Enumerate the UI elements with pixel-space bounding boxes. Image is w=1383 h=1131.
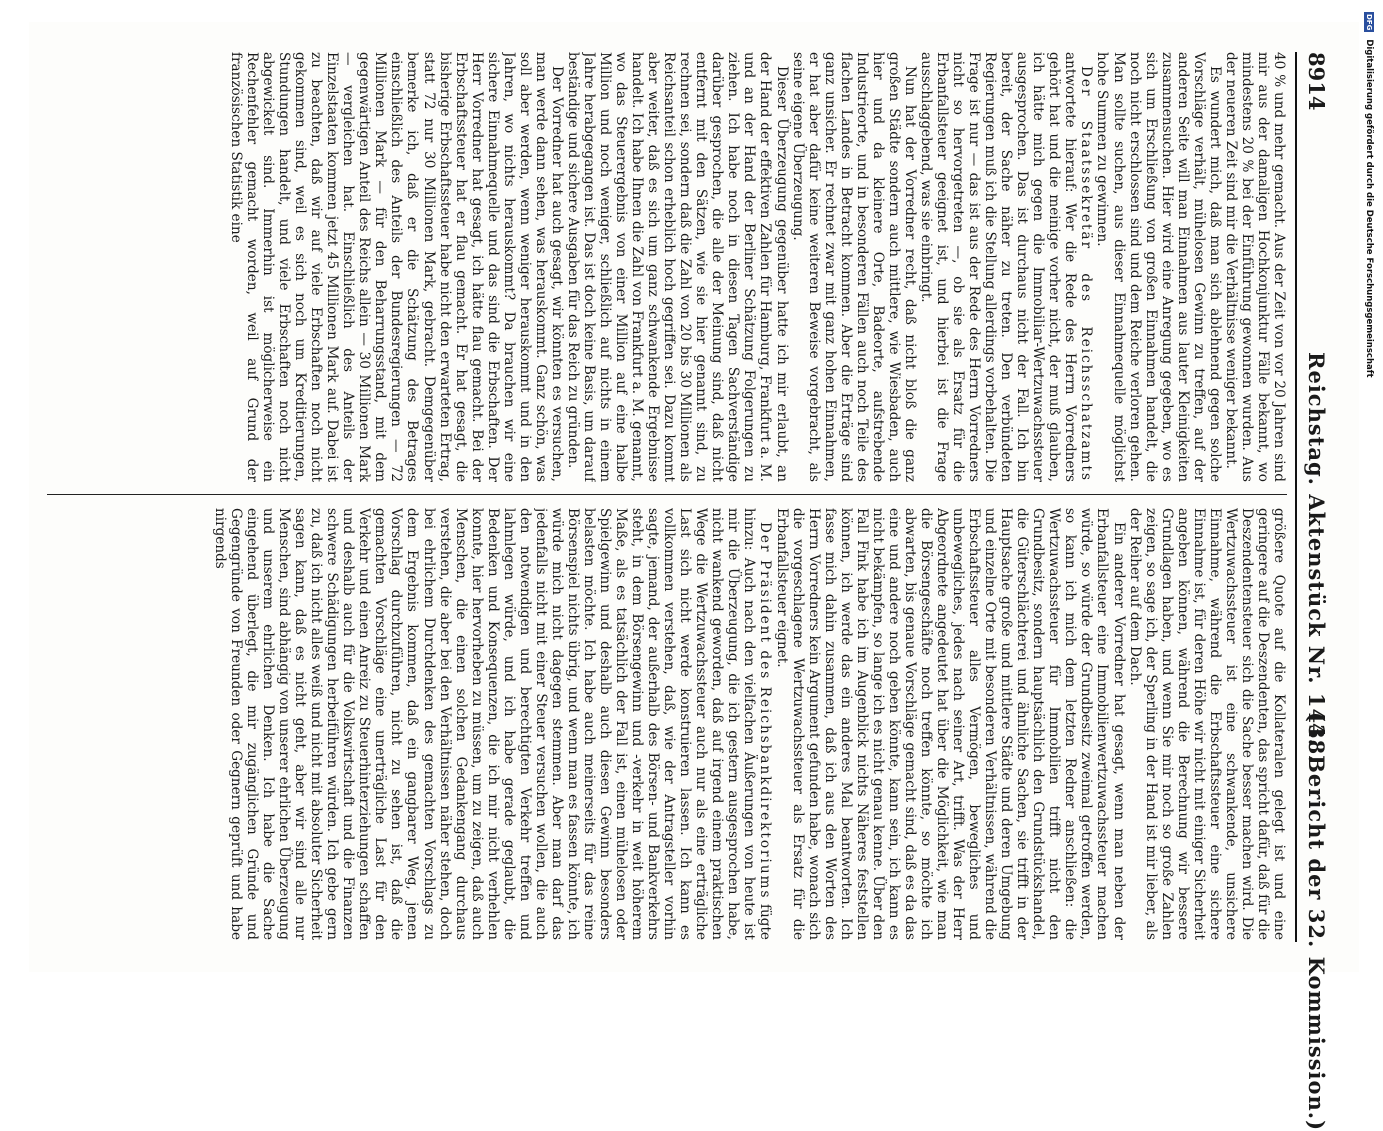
paragraph-text: Nun hat der Vorredner recht, daß nicht bloß die ganz großen Städte sondern auch mittlere, wie Wiesbaden, auch hier und da kleinere Orte, Badeorte, aufstrebende Industrieorte, und in besonderen Fällen auch noch Teile des flachen Landes in Betracht kommen. Aber die Erträge sind ganz unsicher. Er rechnet zwar mit ganz hohen Einnahmen, er hat aber dafür keine weiteren Beweise vorgebracht, als seine eigene Überzeugung. (789, 52, 918, 482)
page-number: 8914 (1304, 52, 1329, 111)
digitization-credit-text: Digitalisierung gefördert durch die Deutsche Forschungsgemeinschaft (1364, 39, 1374, 378)
speaker-name: Der Präsident des Reichsbankdirektoriums (757, 522, 774, 900)
paragraph-text: fügte hinzu: Auch nach den vielfachen Äußerungen von heute ist mir die Überzeugung, die ich gestern ausgesprochen habe, nicht wankend geworden, daß auf irgend einem praktischen Wege die Wertzuwachssteuer auch nur als eine erträgliche Last sich nicht werde konstruieren lassen. Ich kann es vollkommen verstehen, daß, wie der Antragsteller vorhin sagte, jemand, der außerhalb des Börsen- und Bankverkehrs steht, in dem Börsengewinn und -verkehr in weit höherem Maße, als es tatsächlich der Fall ist, einen mühelosen oder Spielgewinn und deshalb auch diesen Gewinn besonders belasten möchte. Ich habe auch meinerseits für das reine Börsenspiel nichts übrig, und wenn man es fassen könnte, ich würde mich nicht dagegen stemmen. Aber man darf das jedenfalls nicht mit einer Steuer versuchen wollen, die auch den notwendigen und berechtigten Verkehr treffen und lahmlegen würde, und ich habe gerade geglaubt, die Bedenken und Konsequenzen, die ich mir nicht verhehlen konnte, hier hervorheben zu müssen, um zu zeigen, daß auch Menschen, die einen solchen Gedankengang durchaus verstehen, die aber bei den Verhältnissen näher stehen, doch bei ehrlichem Durchdenken des gemachten Vorschlags zu dem Ergebnis kommen, daß ein gangbarer Weg, jenen Vorschlag durchzuführen, nicht zu sehen ist, daß die gemachten Vorschläge eine unerträgliche Last für den Verkehr und einen Anreiz zu Steuerhinterziehungen schaffen und deshalb auch für die Volkswirtschaft und die Finanzen schwere Schädigungen herbeiführen würden. Ich gebe gern zu, daß ich nicht alles weiß und nicht mit absoluter Sicherheit sagen kann, daß es nicht geht, aber wir sind alle nur Menschen, sind abhängig von unserer ehrlichen Überzeugung und unserem ehrlichen Denken. Ich habe die Sache eingehend überlegt, die mir zugänglichen Gründe und Gegengründe von Freunden oder Gegnern geprüft und habe nirgends (211, 508, 774, 940)
paragraph-text: antwortete hierauf: Wer die Rede des Herrn Vorredners gehört hat und die meinige vorher nicht, der muß glauben, ich hätte mich gegen die Immobiliar-Wertzuwachssteuer ausgesprochen. Das ist durchaus nicht der Fall. Ich bin bereit, der Sache näher zu treten. Den verbündeten Regierungen muß ich die Stellung allerdings vorbehalten. Die Frage ist nur — das ist aus der Rede des Herrn Vorredners nicht so hervorgetreten —, ob sie als Ersatz für die Erbanfallsteuer geeignet ist, und hierbei ist die Frage ausschlaggebend, was sie einbringt. (917, 52, 1079, 482)
right-column (47, 508, 1287, 940)
page-header (1295, 52, 1337, 1131)
header-left-title: Reichstag. Aktenstück Nr. 1438. (1304, 352, 1329, 764)
paragraph-text: Ein anderer Vorredner hat gesagt, wenn man neben der Erbanfallsteuer eine Immobilienwertzuwachssteuer machen würde, so würde der Grundbesitz zweimal getroffen werden, so kann ich mich dem letzten Redner anschließen: die Wertzuwachssteuer für Immobilien trifft nicht den Grundbesitz, sondern hauptsächlich den Grundstückshandel, die Güterschlächterei und ähnliche Sachen, sie trifft in der Hauptsache große und mittlere Städte und deren Umgebung und einzelne Orte mit besonderen Verhältnissen, während die Erbschaftssteuer alles Vermögen, bewegliches und unbewegliches, jedes nach seiner Art, trifft. Was der Herr Abgeordnete angedeutet hat über die Möglichkeit, wie man die Börsengeschäfte noch treffen könnte, so möchte ich abwarten, bis genaue Vorschläge gemacht sind, daß es da das eine und andere noch geben könnte, kann sein, ich kann es nicht bekämpfen, so lange ich es nicht genau kenne. Über den Fall Fink habe ich im Augenblick nichts Näheres feststellen können, ich werde das ein anderes Mal beantworten. Ich fasse mich dahin zusammen, daß ich aus den Worten des Herrn Vorredners kein Argument gefunden habe, wonach sich die vorgeschlagene Wertzuwachssteuer als Ersatz für die Erbanfallsteuer eignet. (773, 508, 1127, 940)
paragraph-text: Dieser Überzeugung gegenüber hatte ich mir erlaubt, an der Hand der effektiven Zahlen für Hamburg, Frankfurt a. M. und an der Hand der Berliner Schätzung Folgerungen zu ziehen. Ich habe noch in diesen Tagen Sachverständige darüber gesprochen, die alle der Meinung sind, daß nicht entfernt mit den Sätzen, wie sie hier genannt sind, zu rechnen sei, sondern daß die Zahl von 20 bis 30 Millionen als Reichsanteil schon erheblich hoch gegriffen sei. Dazu kommt aber weiter, daß es sich um ganz schwankende Ergebnisse handelt. Ich habe Ihnen die Zahl von Frankfurt a. M. genannt, wo das Steuerergebnis von einer Million auf eine halbe Million und noch weniger, schließlich auf nichts in einem Jahre herabgegangen ist. Das ist doch keine Basis, um darauf beständige und sichere Ausgaben für das Reich zu gründen. (564, 52, 790, 482)
paragraph (790, 52, 918, 482)
header-right-title: (4. Bericht der 32. Kommission.) (1304, 712, 1329, 1131)
paragraph-text: Es wundert mich, daß man sich ablehnend gegen solche Vorschläge verhält, mühelosen Gewinn zu treffen, auf der anderen Seite will man Einnahmen aus lauter Kleinigkeiten zusammensuchen. Hier wird eine Anregung gegeben, wo es sich um Erschließung von großen Einnahmen handelt, die noch nicht erschlossen sind und dem Reiche verloren gehen. Man sollte suchen, aus dieser Einnahmequelle möglichst hohe Summen zu gewinnen. (1094, 52, 1223, 482)
paragraph (774, 508, 1127, 940)
paragraph (1127, 508, 1287, 940)
document-page (29, 22, 1359, 1131)
paragraph (1094, 52, 1222, 482)
paragraph (1223, 52, 1287, 482)
left-column (47, 52, 1287, 482)
paragraph-text: 40 % und mehr gemacht. Aus der Zeit von vor 20 Jahren sind mir aus der damaligen Hochkonjunktur Fälle bekannt, wo mindestens 20 % bei der Einführung gewonnen wurden. Aus der neueren Zeit sind mir die Verhältnisse weniger bekannt. (1222, 52, 1287, 482)
paragraph-text: größere Quote auf die Kollateralen gelegt ist und eine geringere auf die Deszendenten, das spricht dafür, daß für die Deszendentensteuer sich die Sache besser machen wird. Die Wertzuwachssteuer ist eine schwankende, unsichere Einnahme, während die Erbschaftssteuer eine sichere Einnahme ist, für deren Höhe wir nicht mit einiger Sicherheit angeben können, während die Berechnung wir bessere Grundlagen haben, und wenn Sie mir noch so große Zahlen zeigen, so sage ich, der Sperling in der Hand ist mir lieber, als der Reiher auf dem Dach. (1126, 508, 1287, 940)
paragraph (228, 52, 565, 482)
paragraph-text: Der Vorredner hat auch gesagt, wir könnten es versuchen, man werde dann sehen, was herauskommt. Ganz schön, was soll aber werden, wenn weniger herauskommt und in den Jahren, wo nichts herauskommt? Da brauchen wir eine sichere Einnahmequelle und das sind die Erbschaften. Der Herr Vorredner hat gesagt, ich hätte flau gemacht. Bei der Erbschaftssteuer hat er flau gemacht. Er hat gesagt, die bisherige Erbschaftssteuer habe nicht den erwarteten Ertrag, statt 72 nur 30 Millionen Mark, gebracht. Demgegenüber bemerke ich, daß er die Schätzung des Betrages einschließlich des Anteils der Bundesregierungen — 72 Millionen Mark — für den Beharrungsstand, mit dem gegenwärtigen Anteil des Reichs allein — 30 Millionen Mark — vergleichen hat. Einschließlich des Anteils der Einzelstaaten kommen jetzt 45 Millionen Mark auf. Dabei ist zu beachten, daß wir auf viele Erbschaften noch nicht gekommen sind, weil es sich noch um Kreditierungen, Stundungen handelt, und viele Erbschaften noch nicht abgewickelt sind. Immerhin ist möglicherweise ein Rechenfehler gemacht worden, weil auf Grund der französischen Statistik eine (227, 52, 565, 482)
paragraph (212, 508, 774, 940)
paragraph (565, 52, 790, 482)
speaker-name: Der Staatssekretär des Reichsschatzamts (1078, 66, 1095, 482)
column-divider (47, 494, 1287, 495)
paragraph (918, 52, 1095, 482)
dfg-logo: DFG (1365, 14, 1373, 31)
digitization-credit (1364, 12, 1374, 378)
